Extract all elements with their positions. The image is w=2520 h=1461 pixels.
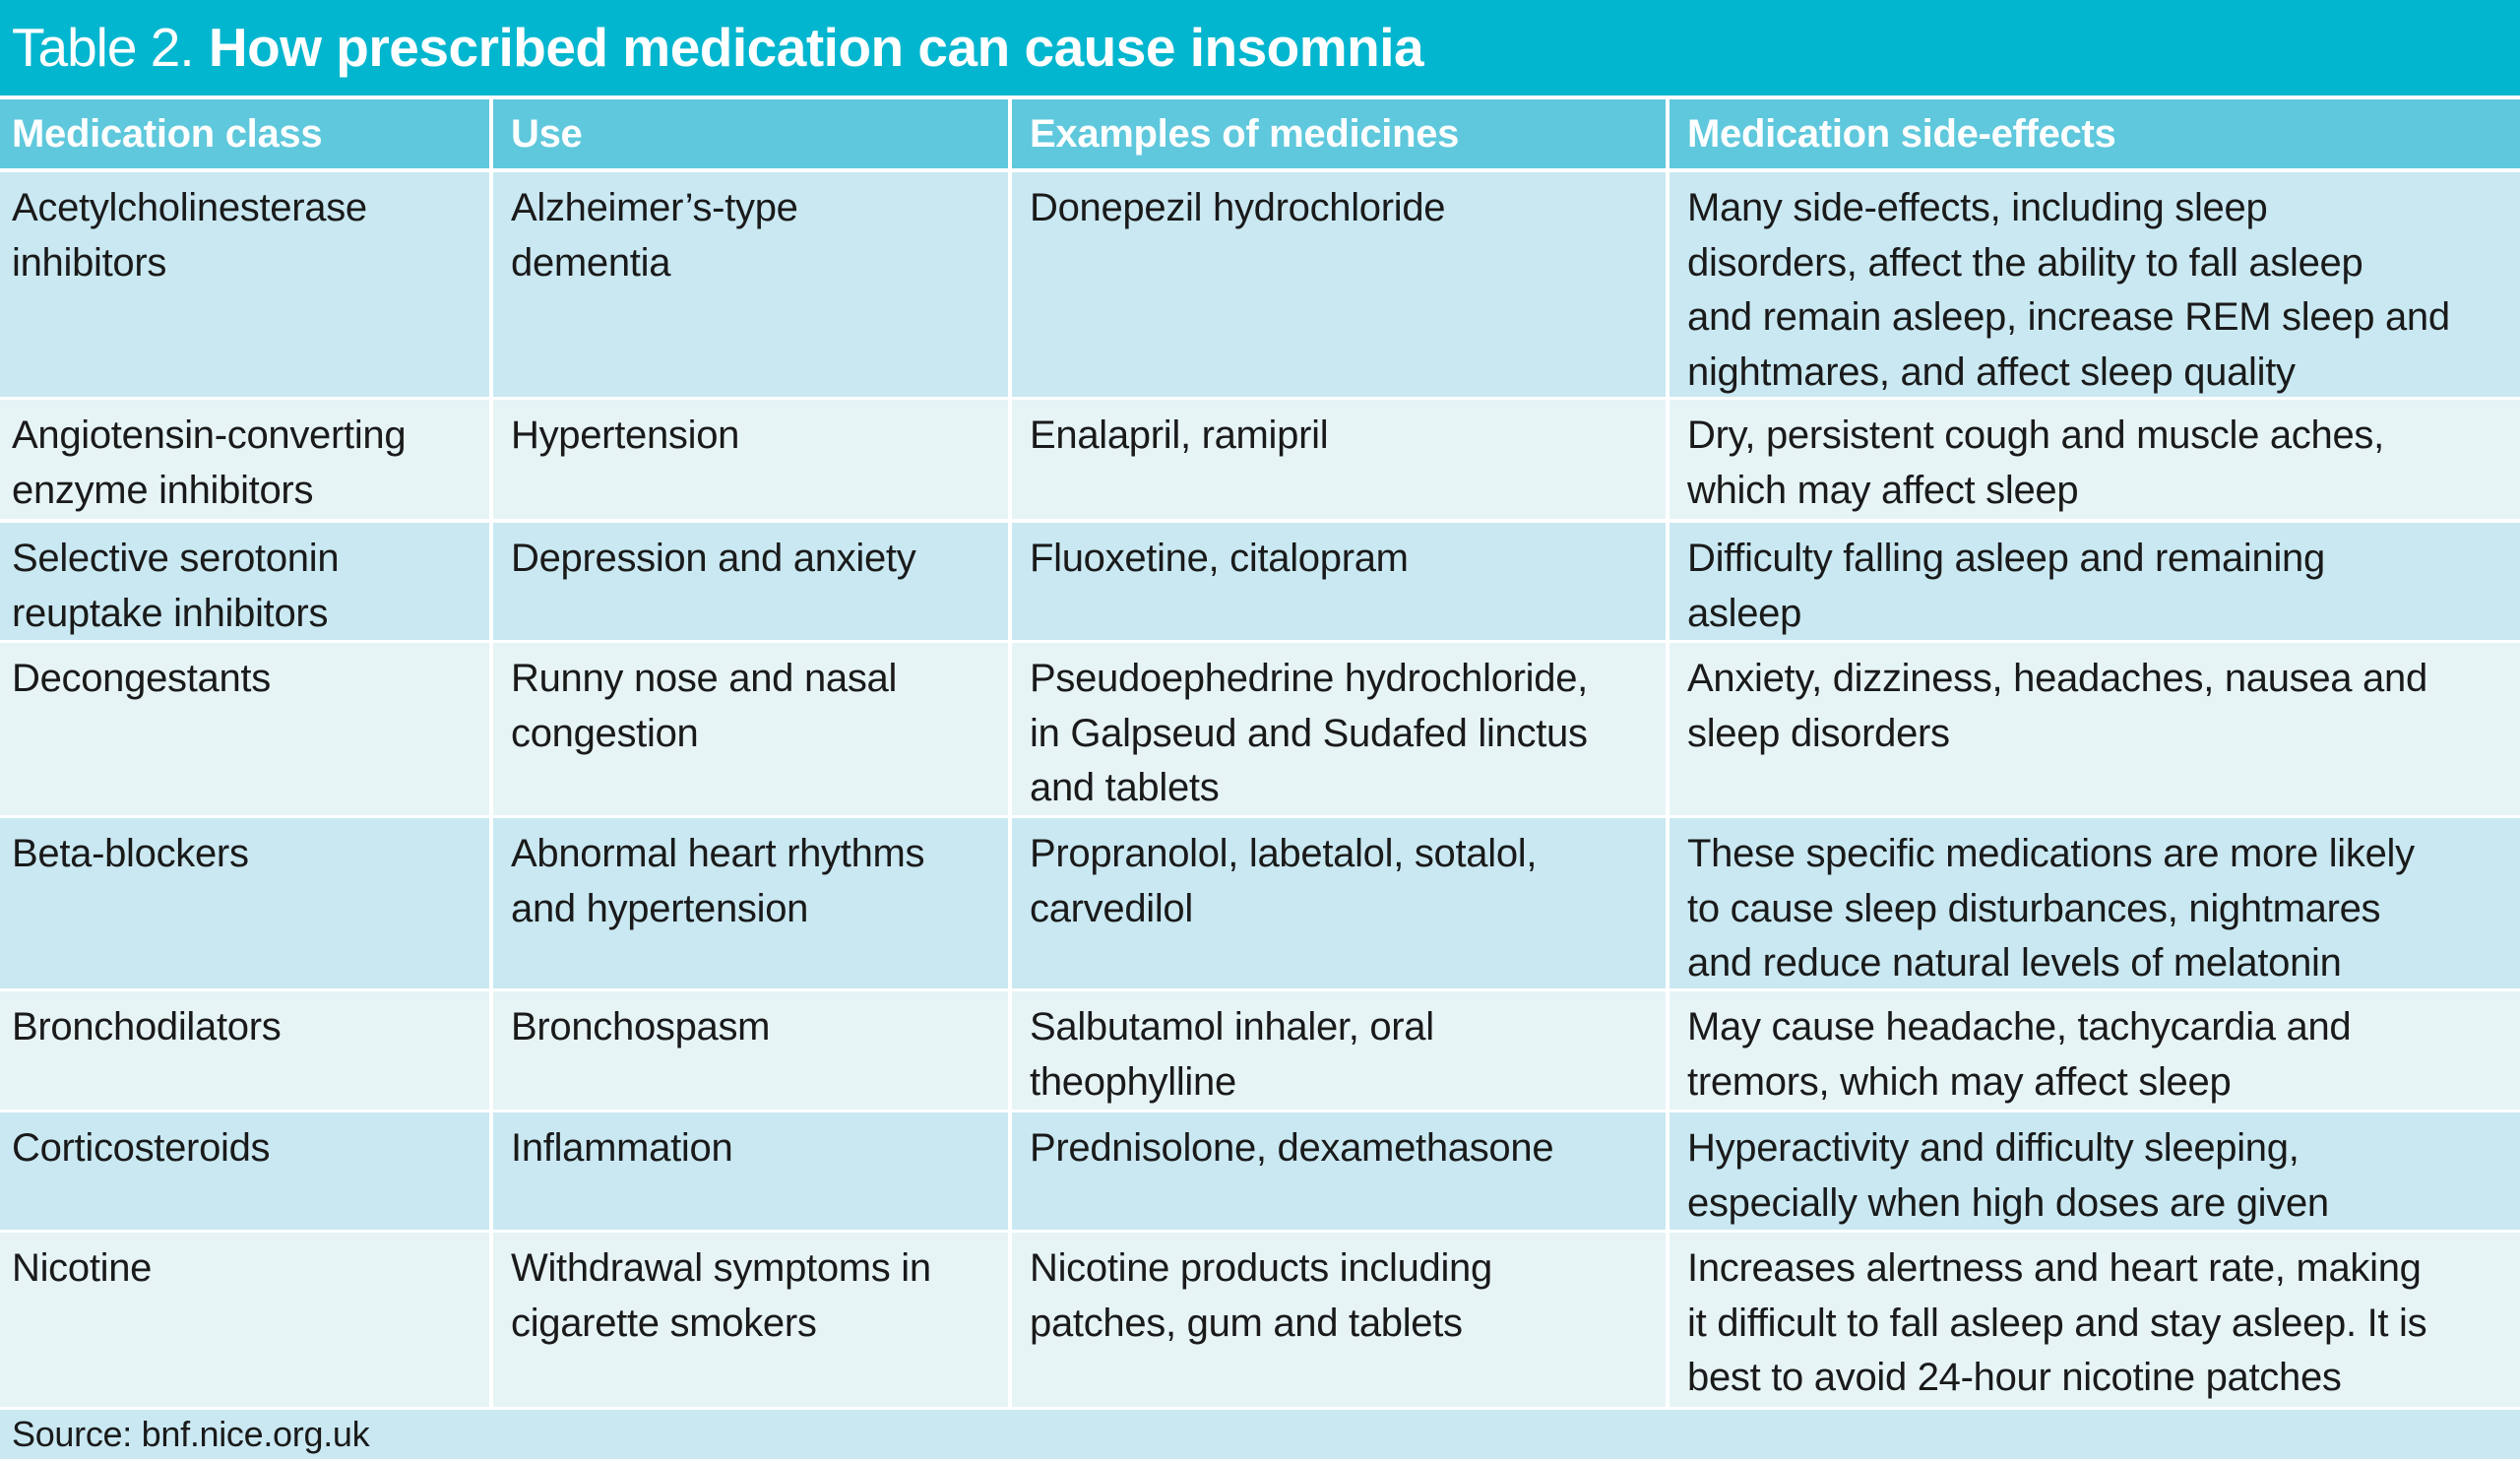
table-row [0,643,2520,815]
cell-use: Alzheimer’s-type dementia [493,172,1008,397]
cell-class: Decongestants [0,643,489,815]
table-row [0,523,2520,640]
cell-use: Abnormal heart rhythms and hypertension [493,818,1008,988]
cell-examples: Pseudoephedrine hydrochloride, in Galpseud and Sudafed linctus and tablets [1012,643,1666,815]
source-note: Source: bnf.nice.org.uk [0,1410,2520,1459]
cell-class: Beta-blockers [0,818,489,988]
header-row [0,99,2520,168]
cell-examples: Prednisolone, dexamethasone [1012,1112,1666,1230]
cell-examples: Salbutamol inhaler, oral theophylline [1012,991,1666,1110]
table-row [0,172,2520,397]
column-header-side-effects: Medication side-effects [1670,99,2520,168]
cell-class: Acetylcholinesterase inhibitors [0,172,489,397]
cell-use: Inflammation [493,1112,1008,1230]
cell-use: Depression and anxiety [493,523,1008,640]
cell-side-effects: May cause headache, tachycardia and tremors, which may affect sleep [1670,991,2520,1110]
cell-use: Hypertension [493,400,1008,519]
table-label: Table 2. [12,17,194,78]
cell-class: Nicotine [0,1233,489,1407]
cell-side-effects: These specific medications are more likely to cause sleep disturbances, nightmares and reduce natural levels of melatonin [1670,818,2520,988]
cell-use: Runny nose and nasal congestion [493,643,1008,815]
cell-examples: Fluoxetine, citalopram [1012,523,1666,640]
cell-examples: Propranolol, labetalol, sotalol, carvedilol [1012,818,1666,988]
cell-side-effects: Dry, persistent cough and muscle aches, which may affect sleep [1670,400,2520,519]
cell-class: Selective serotonin reuptake inhibitors [0,523,489,640]
table-row [0,1112,2520,1230]
cell-side-effects: Difficulty falling asleep and remaining asleep [1670,523,2520,640]
table-row [0,991,2520,1110]
cell-class: Angiotensin-converting enzyme inhibitors [0,400,489,519]
cell-examples: Enalapril, ramipril [1012,400,1666,519]
column-header-use: Use [493,99,1008,168]
table-row [0,400,2520,519]
cell-side-effects: Many side-effects, including sleep disorders, affect the ability to fall asleep and remain asleep, increase REM sleep and nightmares, and affect sleep quality [1670,172,2520,397]
cell-side-effects: Anxiety, dizziness, headaches, nausea and sleep disorders [1670,643,2520,815]
cell-side-effects: Increases alertness and heart rate, making it difficult to fall asleep and stay asleep. It is best to avoid 24-hour nicotine patches [1670,1233,2520,1407]
table-heading: How prescribed medication can cause insomnia [208,17,1424,78]
column-header-medication-class: Medication class [0,99,489,168]
table-row [0,818,2520,988]
cell-class: Bronchodilators [0,991,489,1110]
cell-use: Withdrawal symptoms in cigarette smokers [493,1233,1008,1407]
cell-class: Corticosteroids [0,1112,489,1230]
cell-examples: Donepezil hydrochloride [1012,172,1666,397]
column-header-examples: Examples of medicines [1012,99,1666,168]
cell-examples: Nicotine products including patches, gum and tablets [1012,1233,1666,1407]
table-title [0,0,2520,95]
cell-side-effects: Hyperactivity and difficulty sleeping, especially when high doses are given [1670,1112,2520,1230]
cell-use: Bronchospasm [493,991,1008,1110]
table-row [0,1233,2520,1407]
